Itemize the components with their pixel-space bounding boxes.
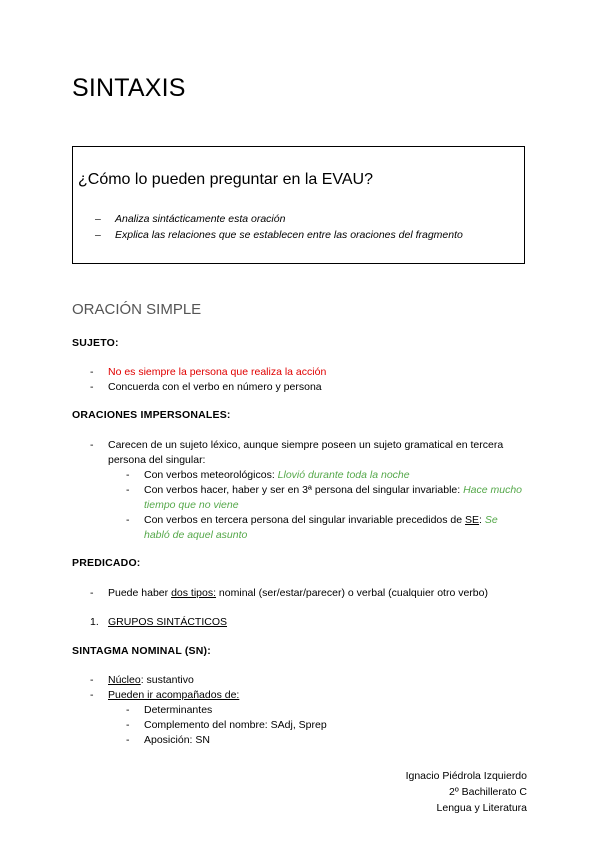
predicado-underlined: dos tipos:: [171, 587, 217, 599]
sn-item1-text: : sustantivo: [140, 674, 194, 686]
impersonales-item-1: Carecen de un sujeto léxico, aunque siempre poseen un sujeto gramatical en tercera persona del singular:: [108, 439, 504, 466]
page-title: SINTAXIS: [72, 74, 186, 102]
impersonales-list: [90, 438, 530, 543]
dash-bullet: -: [90, 439, 94, 451]
heading-sujeto: SUJETO:: [72, 337, 119, 349]
sujeto-item-2: Concuerda con el verbo en número y persona: [108, 381, 322, 393]
sub-list-item: [126, 468, 524, 483]
sub2-example: Hace mucho tiempo que no viene: [144, 484, 523, 511]
author-course: 2º Bachillerato C: [449, 786, 527, 798]
sub3-example: Se habló de aquel asunto: [144, 514, 498, 541]
sub1-example: Llovió durante toda la noche: [277, 469, 410, 481]
sub-list-item: [126, 513, 524, 543]
sub3-se: SE: [465, 514, 480, 526]
sn-sub-3: Aposición: SN: [144, 734, 210, 746]
box-list-item: [95, 227, 463, 243]
dash-bullet: -: [126, 734, 130, 746]
dash-bullet: -: [90, 587, 94, 599]
sn-sub-1: Determinantes: [144, 704, 213, 716]
dash-bullet: -: [126, 469, 130, 481]
section-title: ORACIÓN SIMPLE: [72, 301, 202, 318]
sub-list-item: [126, 483, 524, 513]
list-item: [90, 380, 510, 395]
list-item: [90, 365, 510, 380]
sub2-text: Con verbos hacer, haber y ser en 3ª persona del singular invariable:: [144, 484, 464, 496]
author-footer: [406, 768, 527, 816]
sn-item1-underlined: Núcleo: [108, 674, 141, 686]
dash-bullet: –: [95, 213, 101, 225]
predicado-text-a: Puede haber: [108, 587, 172, 599]
box-list-item: [95, 211, 463, 227]
dash-bullet: –: [95, 229, 101, 241]
predicado-text-b: nominal (ser/estar/parecer) o verbal (cualquier otro verbo): [216, 587, 488, 599]
dash-bullet: -: [90, 381, 94, 393]
dash-bullet: -: [126, 719, 130, 731]
dash-bullet: -: [126, 484, 130, 496]
dash-bullet: -: [90, 366, 94, 378]
heading-predicado: PREDICADO:: [72, 557, 141, 569]
list-item: [90, 673, 510, 688]
box-question: ¿Cómo lo pueden preguntar en la EVAU?: [78, 171, 373, 188]
sub3-text-b: :: [479, 514, 485, 526]
sujeto-item-1: No es siempre la persona que realiza la acción: [108, 366, 327, 378]
sn-list: [90, 673, 510, 748]
box-list: [95, 211, 463, 243]
sub3-text-a: Con verbos en tercera persona del singular invariable precedidos de: [144, 514, 466, 526]
box-item-text: Explica las relaciones que se establecen entre las oraciones del fragmento: [115, 229, 463, 241]
heading-sn: SINTAGMA NOMINAL (SN):: [72, 645, 211, 657]
box-item-text: Analiza sintácticamente esta oración: [115, 213, 286, 225]
dash-bullet: -: [126, 704, 130, 716]
author-subject: Lengua y Literatura: [436, 802, 527, 814]
sub-list-item: [126, 733, 510, 748]
list-item: [90, 438, 530, 468]
list-item: [90, 688, 510, 703]
dash-bullet: -: [90, 674, 94, 686]
evau-question-box: [72, 146, 525, 264]
grupos-label: GRUPOS SINTÁCTICOS: [108, 616, 228, 628]
list-item: [90, 586, 530, 601]
sn-sub-2: Complemento del nombre: SAdj, Sprep: [144, 719, 327, 731]
sujeto-list: [90, 365, 510, 395]
heading-number: 1.: [90, 616, 99, 628]
dash-bullet: -: [90, 689, 94, 701]
author-name: Ignacio Piédrola Izquierdo: [405, 770, 527, 782]
sub1-text: Con verbos meteorológicos:: [144, 469, 278, 481]
predicado-list: [90, 586, 530, 601]
sn-item2-underlined: Pueden ir acompañados de:: [108, 689, 240, 701]
dash-bullet: -: [126, 514, 130, 526]
sub-list-item: [126, 718, 510, 733]
heading-impersonales: ORACIONES IMPERSONALES:: [72, 409, 231, 421]
numbered-heading: [90, 616, 227, 628]
sub-list-item: [126, 703, 510, 718]
